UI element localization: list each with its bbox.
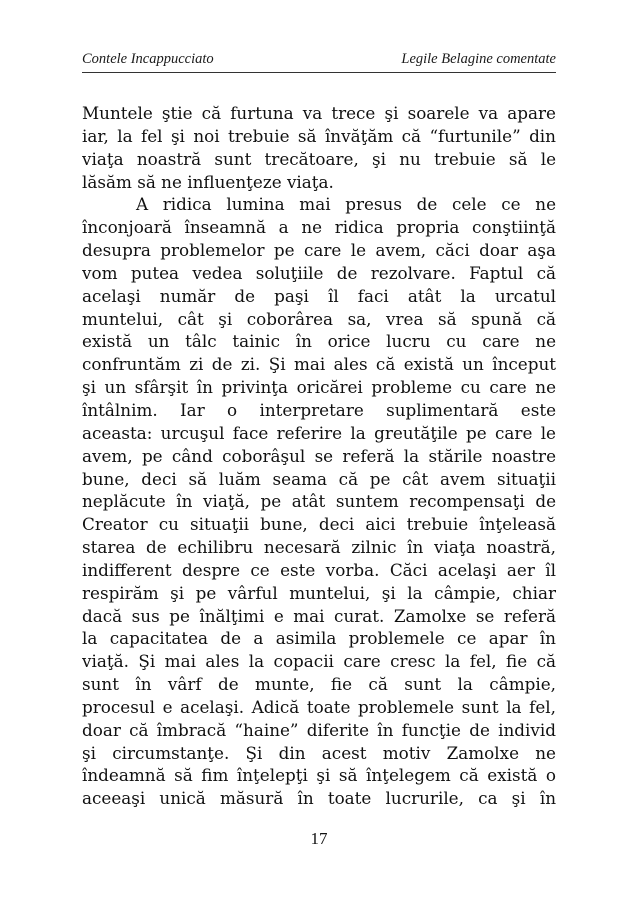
text-line: doar că îmbracă “haine” diferite în funcţie de individ: [82, 719, 556, 740]
text-line: îndeamnă să fim înţelepţi şi să înţelegem că există o: [82, 765, 556, 786]
text-line: muntelui, cât şi coborârea sa, vrea să spună că: [82, 308, 556, 329]
text-line: iar, la fel şi noi trebuie să învăţăm că “furtunile” din: [82, 125, 556, 146]
text-line: confruntăm zi de zi. Şi mai ales că există un început: [82, 354, 556, 375]
text-line: avem, pe când coborâşul se referă la stările noastre: [82, 445, 556, 466]
text-line: desupra problemelor pe care le avem, căci doar aşa: [82, 240, 556, 261]
text-line: sunt în vârf de munte, fie că sunt la câmpie,: [82, 674, 556, 695]
text-line: neplăcute în viaţă, pe atât suntem recompensaţi de: [82, 491, 556, 512]
page-number: 17: [310, 829, 328, 848]
text-line: starea de echilibru necesară zilnic în viaţa noastră,: [82, 537, 556, 558]
running-header: [82, 51, 556, 73]
page-body-text: [82, 102, 556, 810]
text-line: bune, deci să luăm seama că pe cât avem situaţii: [82, 468, 556, 489]
text-line: viaţă. Şi mai ales la copacii care cresc la fel, fie că: [82, 651, 556, 672]
text-line: şi un sfârşit în privinţa oricărei probleme cu care ne: [82, 377, 556, 398]
text-line: şi circumstanţe. Şi din acest motiv Zamolxe ne: [82, 742, 556, 763]
text-line: dacă sus pe înălţimi e mai curat. Zamolxe se referă: [82, 605, 556, 626]
text-line: respirăm şi pe vârful muntelui, şi la câmpie, chiar: [82, 582, 556, 603]
text-line: vom putea vedea soluţiile de rezolvare. Faptul că: [82, 262, 556, 283]
text-line: acelaşi număr de paşi îl faci atât la urcatul: [82, 285, 556, 306]
text-line: viaţa noastră sunt trecătoare, şi nu trebuie să le: [82, 148, 556, 169]
header-divider: [82, 72, 556, 73]
text-line: aceeaşi unică măsură în toate lucrurile, ca şi în: [82, 788, 556, 809]
header-author: Contele Incappucciato: [82, 51, 214, 67]
text-line: există un tâlc tainic în orice lucru cu care ne: [82, 331, 556, 352]
text-line: întâlnim. Iar o interpretare suplimentară este: [82, 399, 556, 420]
text-line: aceasta: urcuşul face referire la greutăţile pe care le: [82, 422, 556, 443]
text-line: Creator cu situaţii bune, deci aici trebuie înţeleasă: [82, 514, 556, 535]
text-line: la capacitatea de a asimila problemele ce apar în: [82, 628, 556, 649]
text-line: procesul e acelaşi. Adică toate problemele sunt la fel,: [82, 696, 556, 717]
text-line: Muntele ştie că furtuna va trece şi soarele va apare: [82, 103, 556, 123]
text-line: lăsăm să ne influenţeze viaţa.: [82, 171, 334, 192]
text-line: înconjoară înseamnă a ne ridica propria conştiinţă: [82, 217, 556, 238]
header-book-title: Legile Belagine comentate: [401, 51, 556, 67]
text-line: A ridica lumina mai presus de cele ce ne: [136, 194, 556, 215]
text-line: indifferent despre ce este vorba. Căci acelaşi aer îl: [82, 559, 556, 580]
